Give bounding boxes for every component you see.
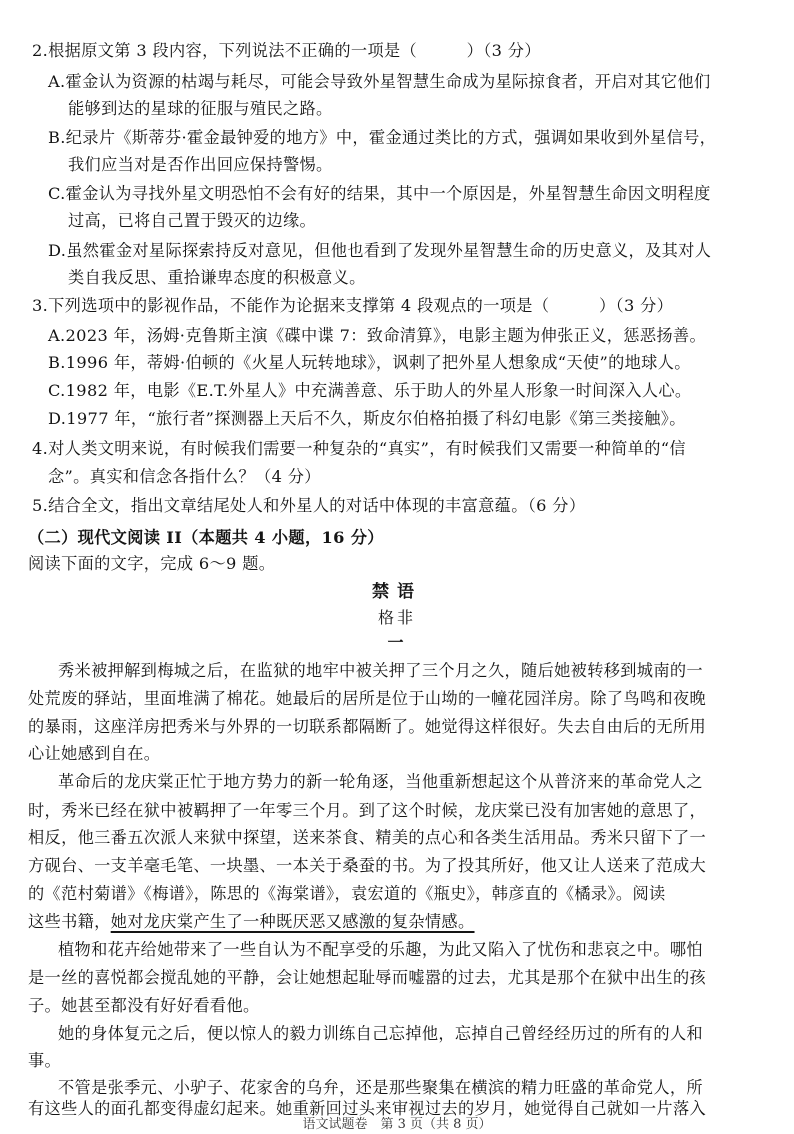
question-3-stem: 3.下列选项中的影视作品，不能作为论据来支撑第 4 段观点的一项是（ ）（3 分）: [32, 296, 674, 315]
paragraph-line: 革命后的龙庆棠正忙于地方势力的新一轮角逐，当他重新想起这个从普济来的革命党人之: [58, 772, 703, 791]
paragraph-line: 不管是张季元、小驴子、花家舍的乌弁，还是那些聚集在横滨的精力旺盛的革命党人，所: [58, 1078, 703, 1097]
paragraph-line: 秀米被押解到梅城之后，在监狱的地牢中被关押了三个月之久，随后她被转移到城南的一: [58, 661, 703, 680]
page-footer: 语文试题卷 第 3 页（共 8 页）: [302, 1117, 492, 1132]
question-4-stem: 4.对人类文明来说，有时候我们需要一种复杂的“真实”，有时候我们又需要一种简单的“信: [32, 439, 686, 458]
paragraph-line-with-underline: [28, 911, 475, 933]
article-author: 格非: [377, 608, 416, 627]
underlined-sentence: 她对龙庆棠产生了一种既厌恶又感激的复杂情感。: [110, 912, 475, 931]
section-heading: （二）现代文阅读 II（本题共 4 小题，16 分）: [28, 528, 384, 547]
paragraph-line: 时，秀米已经在狱中被羁押了一年零三个月。到了这个时候，龙庆棠已没有加害她的意思了，: [28, 801, 707, 820]
question-3-option-c: C.1982 年，电影《E.T.外星人》中充满善意、乐于助人的外星人形象一时间深入人心。: [48, 381, 692, 400]
question-2-stem: 2.根据原文第 3 段内容，下列说法不正确的一项是（ ）（3 分）: [32, 41, 541, 60]
paragraph-line: 方砚台、一支羊毫毛笔、一块墨、一本关于桑蚕的书。为了投其所好，他又让人送来了范成大: [28, 856, 707, 875]
question-4-stem-cont: 念”。真实和信念各指什么？（4 分）: [48, 467, 321, 486]
question-5-stem: 5.结合全文，指出文章结尾处人和外星人的对话中体现的丰富意蕴。（6 分）: [32, 496, 586, 515]
question-2-option-a-cont: 能够到达的星球的征服与殖民之路。: [68, 99, 333, 118]
question-3-option-b: B.1996 年，蒂姆·伯顿的《火星人玩转地球》，讽刺了把外星人想象成“天使”的地球人。: [48, 353, 691, 372]
question-3-option-a: A.2023 年，汤姆·克鲁斯主演《碟中谍 7：致命清算》，电影主题为伸张正义，惩恶扬善。: [48, 326, 706, 345]
paragraph-line: 的暴雨，这座洋房把秀米与外界的一切联系都隔断了。她觉得这样很好。失去自由后的无所用: [28, 717, 707, 736]
paragraph-line: 植物和花卉给她带来了一些自认为不配享受的乐趣，为此又陷入了忧伤和悲哀之中。哪怕: [58, 940, 703, 959]
article-part-number: 一: [387, 633, 407, 652]
paragraph-line: 子。她甚至都没有好好看看他。: [28, 996, 260, 1015]
paragraph-line: 心让她感到自在。: [28, 744, 161, 763]
section-instruction: 阅读下面的文字，完成 6～9 题。: [28, 554, 276, 573]
question-2-option-b-cont: 我们应当对是否作出回应保持警惕。: [68, 155, 333, 174]
paragraph-line: 有这些人的面孔都变得虚幻起来。她重新回过头来审视过去的岁月，她觉得自己就如一片落入: [28, 1099, 707, 1118]
paragraph-line: 事。: [28, 1051, 62, 1070]
question-2-option-a: A.霍金认为资源的枯竭与耗尽，可能会导致外星智慧生命成为星际掠食者，开启对其它他们: [48, 72, 711, 91]
paragraph-text: 这些书籍，: [28, 912, 111, 931]
question-2-option-b: B.纪录片《斯蒂芬·霍金最钟爱的地方》中，霍金通过类比的方式，强调如果收到外星信号，: [48, 128, 717, 147]
paragraph-line: 相反，他三番五次派人来狱中探望，送来茶食、精美的点心和各类生活用品。秀米只留下了一: [28, 828, 707, 847]
question-2-option-c-cont: 过高，已将自己置于毁灭的边缘。: [68, 211, 317, 230]
paragraph-line: 处荒废的驿站，里面堆满了棉花。她最后的居所是位于山坳的一幢花园洋房。除了鸟鸣和夜晚: [28, 689, 707, 708]
question-2-option-c: C.霍金认为寻找外星文明恐怕不会有好的结果，其中一个原因是，外星智慧生命因文明程度: [48, 184, 711, 203]
paragraph-line: 的《范村菊谱》《梅谱》，陈思的《海棠谱》，袁宏道的《瓶史》，韩彦直的《橘录》。阅读: [28, 884, 666, 903]
article-title: 禁语: [372, 582, 422, 602]
question-3-option-d: D.1977 年，“旅行者”探测器上天后不久，斯皮尔伯格拍摄了科幻电影《第三类接触》。: [48, 409, 686, 428]
paragraph-line: 她的身体复元之后，便以惊人的毅力训练自己忘掉他，忘掉自己曾经经历过的所有的人和: [58, 1024, 703, 1043]
question-2-option-d-cont: 类自我反思、重拾谦卑态度的积极意义。: [68, 268, 366, 287]
paragraph-line: 是一丝的喜悦都会搅乱她的平静，会让她想起耻辱而嘘嚣的过去，尤其是那个在狱中出生的孩: [28, 968, 707, 987]
question-2-option-d: D.虽然霍金对星际探索持反对意见，但他也看到了发现外星智慧生命的历史意义，及其对人: [48, 241, 712, 260]
